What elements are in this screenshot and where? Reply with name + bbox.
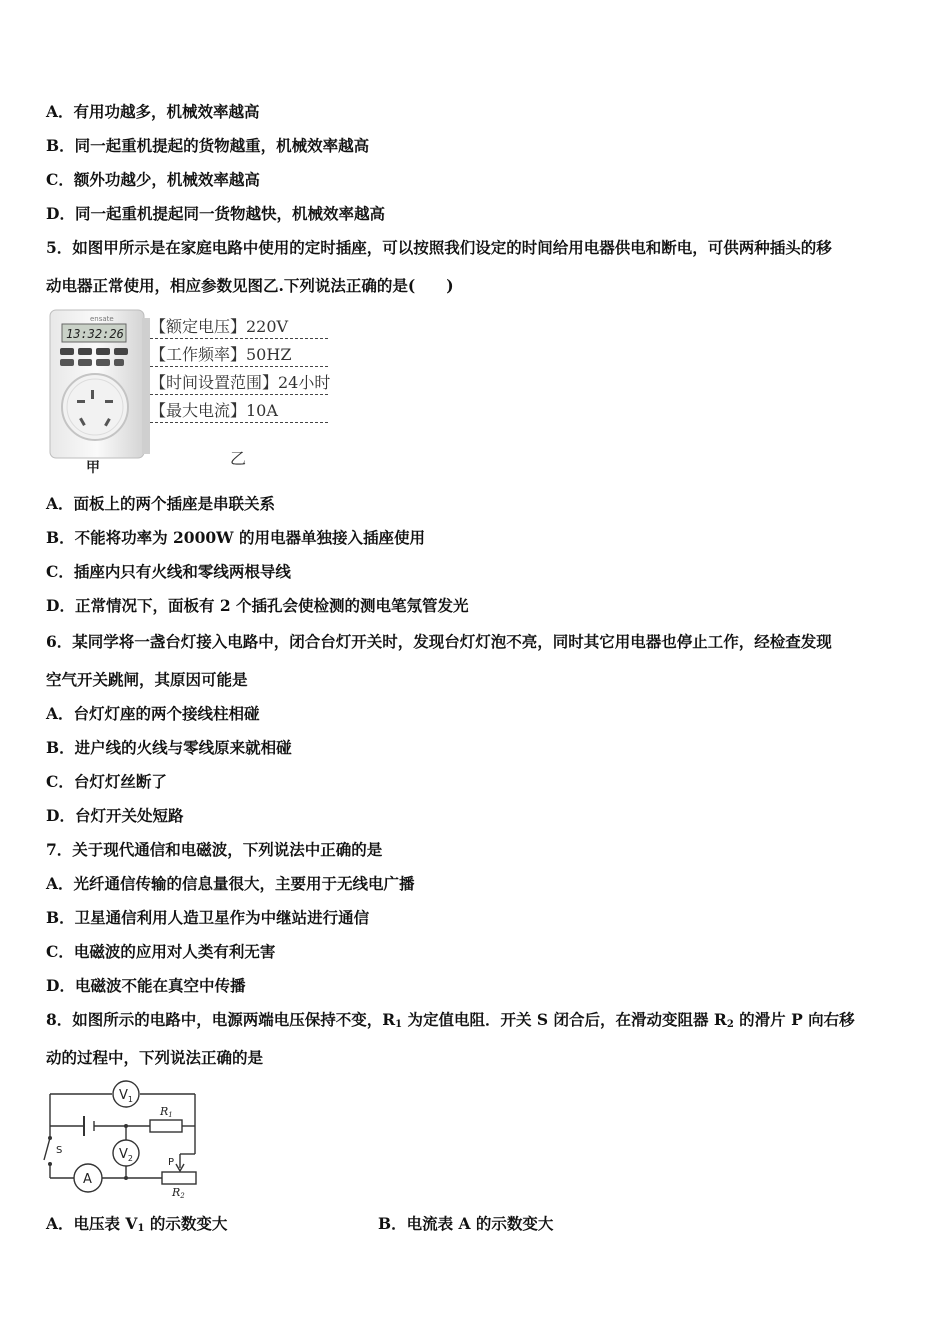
q5-option-b: B．不能将功率为 2000W 的用电器单独接入插座使用	[46, 528, 425, 547]
label-r1: R1	[160, 1105, 173, 1119]
label-switch: S	[56, 1145, 63, 1156]
socket-face	[62, 374, 128, 440]
figure-label-yi: 乙	[230, 449, 247, 468]
circuit-diagram	[40, 1076, 210, 1200]
q8-stem-line2: 动的过程中，下列说法正确的是	[46, 1048, 264, 1067]
q6-stem-line1: 6．某同学将一盏台灯接入电路中，闭合台灯开关时，发现台灯灯泡不亮，同时其它用电器也停止工作，经检查发现	[46, 632, 832, 651]
q4-option-d: D．同一起重机提起同一货物越快，机械效率越高	[46, 204, 385, 223]
svg-text:V1: $V_1$	[119, 1088, 133, 1104]
q4-option-c: C．额外功越少，机械效率越高	[46, 170, 260, 189]
q7-option-d: D．电磁波不能在真空中传播	[46, 976, 246, 995]
device-brand: ensate	[90, 315, 114, 323]
q5-option-d: D．正常情况下，面板有 2 个插孔会使检测的测电笔氖管发光	[46, 596, 469, 615]
q5-stem-line1: 5．如图甲所示是在家庭电路中使用的定时插座，可以按照我们设定的时间给用电器供电和断电，可供两种插头的移	[46, 238, 832, 257]
q4-option-a: A．有用功越多，机械效率越高	[46, 102, 260, 121]
q5-stem-line2: 动电器正常使用，相应参数见图乙.下列说法正确的是( )	[46, 276, 454, 295]
q6-option-a: A．台灯灯座的两个接线柱相碰	[46, 704, 260, 723]
q5-option-c: C．插座内只有火线和零线两根导线	[46, 562, 291, 581]
q6-option-b: B．进户线的火线与零线原来就相碰	[46, 738, 292, 757]
timer-socket-figure	[48, 308, 154, 476]
param-rated-voltage: 【额定电压】220V	[150, 316, 328, 339]
q7-option-b: B．卫星通信利用人造卫星作为中继站进行通信	[46, 908, 370, 927]
param-frequency: 【工作频率】50HZ	[150, 344, 328, 367]
q7-option-a: A．光纤通信传输的信息量很大，主要用于无线电广播	[46, 874, 415, 893]
device-time: 13:32:26	[66, 327, 124, 341]
q8-option-a: A．电压表 $V_1$ 的示数变大	[46, 1214, 228, 1234]
q6-option-c: C．台灯灯丝断了	[46, 772, 167, 791]
q7-stem: 7．关于现代通信和电磁波，下列说法中正确的是	[46, 840, 383, 859]
q7-option-c: C．电磁波的应用对人类有利无害	[46, 942, 276, 961]
q8-option-b: B．电流表 A 的示数变大	[378, 1214, 554, 1233]
q5-option-a: A．面板上的两个插座是串联关系	[46, 494, 276, 513]
q8-stem-line1: 8．如图所示的电路中，电源两端电压保持不变，$R_1$ 为定值电阻．开关 S 闭合后，在滑动变阻器 $R_2$ 的滑片 P 向右移	[46, 1010, 855, 1030]
svg-text:V2: $V_2$	[119, 1147, 133, 1163]
q6-stem-line2: 空气开关跳闸，其原因可能是	[46, 670, 248, 689]
label-slider: P	[168, 1157, 175, 1168]
param-max-current: 【最大电流】10A	[150, 400, 328, 423]
figure-label-jia: 甲	[86, 460, 100, 476]
svg-text:A: A	[83, 1172, 92, 1187]
label-r2: R2	[172, 1186, 185, 1200]
q4-option-b: B．同一起重机提起的货物越重，机械效率越高	[46, 136, 370, 155]
param-time-range: 【时间设置范围】24小时	[150, 372, 328, 395]
q6-option-d: D．台灯开关处短路	[46, 806, 184, 825]
